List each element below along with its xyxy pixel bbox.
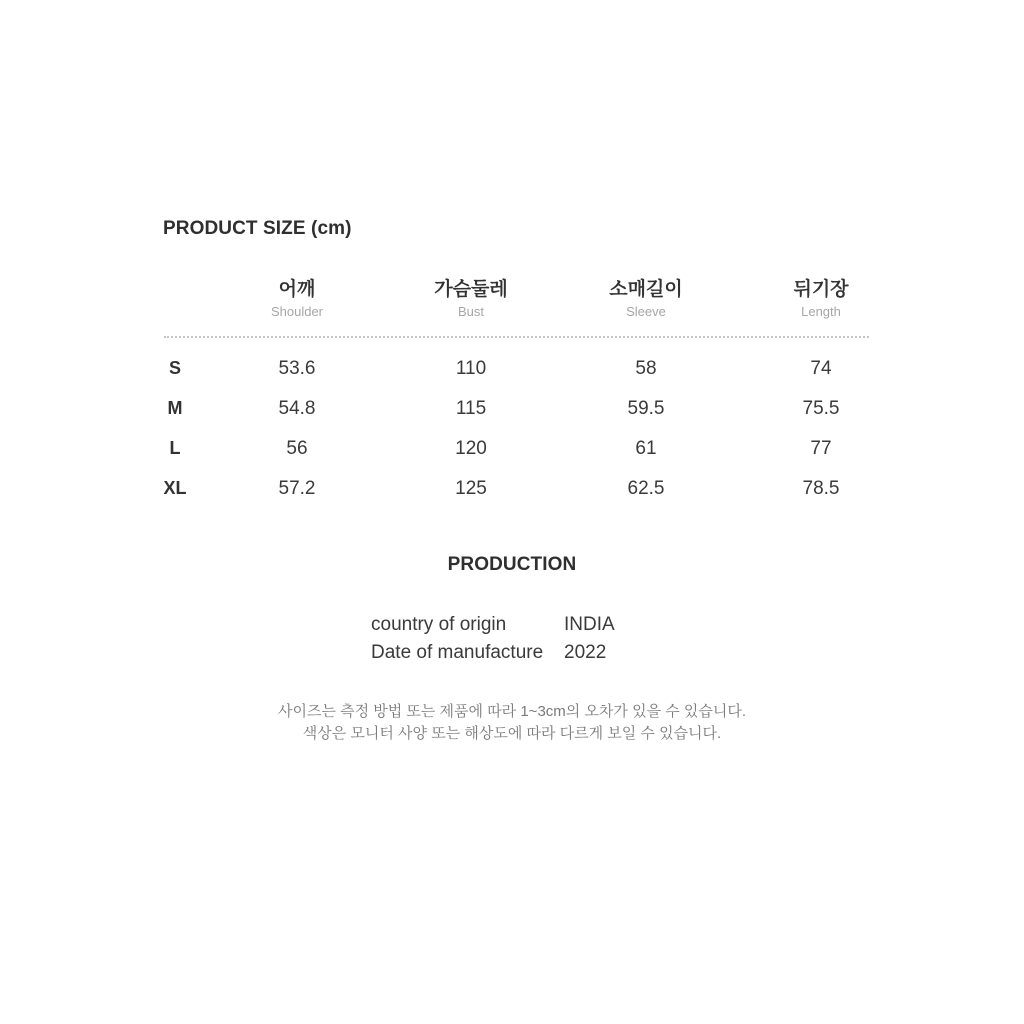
production-section-title: PRODUCTION [447,554,577,575]
table-cell: 115 [455,398,487,419]
size-label-s: S [168,358,181,378]
column-header-en: Bust [457,304,484,319]
size-label-m: M [167,398,183,418]
column-header-en: Shoulder [270,304,324,319]
production-label-origin: country of origin [371,614,507,635]
table-cell: 61 [635,438,657,459]
table-cell: 120 [455,438,487,459]
size-section-title: PRODUCT SIZE (cm) [163,218,352,239]
column-header-ko: 가슴둘레 [434,279,508,300]
column-header-en: Length [801,304,841,319]
table-cell: 56 [286,438,308,459]
size-label-xl: XL [163,478,187,498]
column-header-ko: 어깨 [278,279,316,300]
size-label-l: L [169,438,181,458]
table-cell: 62.5 [627,478,665,499]
production-value-origin: INDIA [564,614,615,635]
column-header-en: Sleeve [626,304,666,319]
column-header-ko: 뒤기장 [793,279,849,300]
table-cell: 58 [635,358,657,379]
table-cell: 53.6 [278,358,316,379]
table-cell: 110 [455,358,487,379]
size-deviation-note: 사이즈는 측정 방법 또는 제품에 따라 1~3cm의 오차가 있을 수 있습니다. [277,703,747,720]
column-header-shoulder [217,279,377,320]
table-cell: 75.5 [802,398,840,419]
table-cell: 74 [810,358,832,379]
table-cell: 77 [810,438,832,459]
production-value-date: 2022 [564,642,607,663]
column-header-length [741,279,901,320]
table-cell: 59.5 [627,398,665,419]
table-cell: 78.5 [802,478,840,499]
column-header-bust [391,279,551,320]
column-header-ko: 소매길이 [609,279,683,300]
column-header-sleeve [566,279,726,320]
table-cell: 57.2 [278,478,316,499]
color-deviation-note: 색상은 모니터 사양 또는 해상도에 따라 다르게 보일 수 있습니다. [302,725,722,742]
table-cell: 125 [455,478,487,499]
table-cell: 54.8 [278,398,316,419]
table-divider [164,336,869,338]
production-label-date: Date of manufacture [371,642,544,663]
